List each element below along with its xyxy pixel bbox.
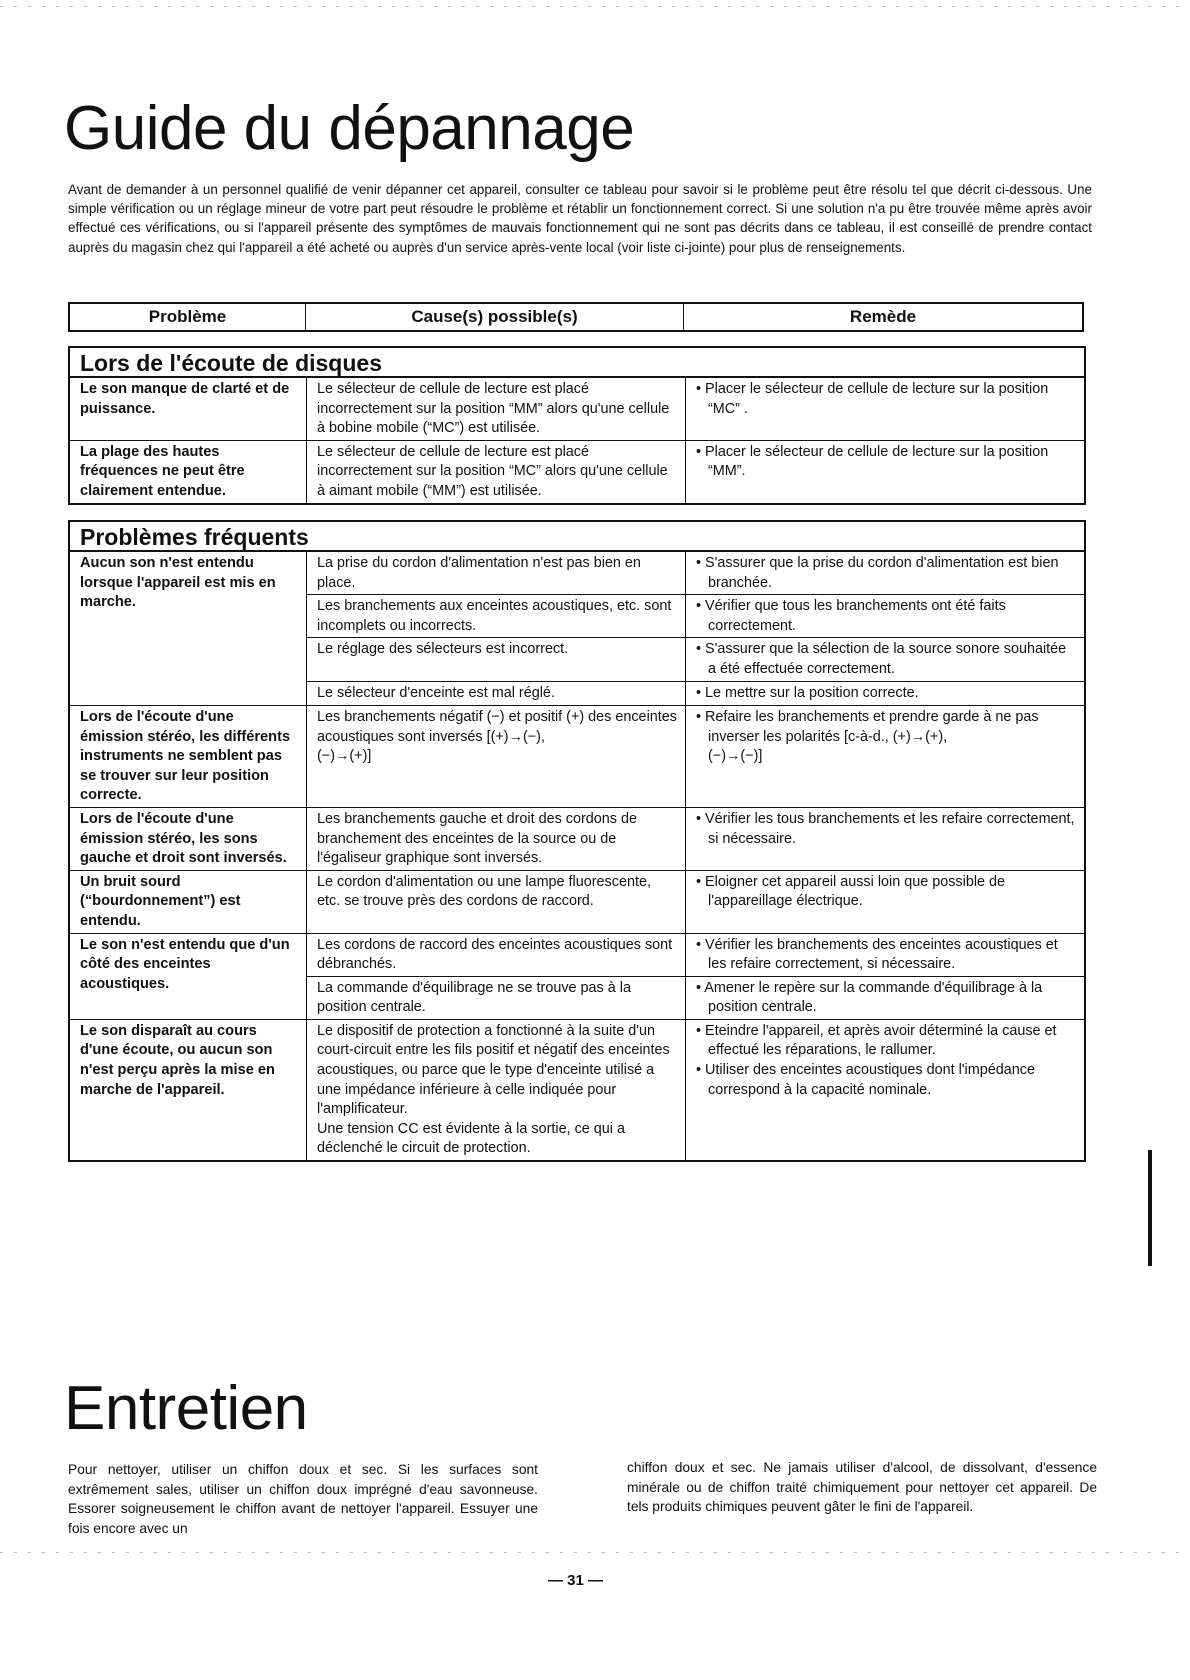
table-row [70, 378, 1084, 440]
remedy-text: • Eteindre l'appareil, et après avoir déterminé la cause et effectué les réparations, le rallumer. [696, 1022, 1057, 1059]
section-records [68, 346, 1086, 505]
cause-text: Une tension CC est évidente à la sortie, ce qui a déclenché le circuit de protection. [317, 1120, 625, 1157]
cause-cell [307, 1019, 686, 1160]
remedy-cell [686, 682, 1085, 706]
scan-artifact-top [0, 6, 1190, 7]
remedy-text: • Placer le sélecteur de cellule de lecture sur la position “MM”. [696, 443, 1049, 480]
cause-text: (−)→(+)] [317, 748, 372, 765]
header-problem: Problème [70, 304, 306, 330]
problem-cell: La plage des hautes fréquences ne peut être clairement entendue. [70, 440, 307, 502]
remedy-cell [686, 870, 1085, 933]
remedy-text: • Eloigner cet appareil aussi loin que possible de l'appareillage électrique. [696, 873, 1006, 910]
cause-cell [307, 705, 686, 807]
header-remedy: Remède [849, 307, 917, 326]
remedy-cell [686, 807, 1085, 870]
cause-cell: La prise du cordon d'alimentation n'est pas bien en place. [307, 552, 686, 595]
remedy-text: • Vérifier les branchements des enceintes acoustiques et les refaire correctement, si nécessaire. [696, 936, 1058, 973]
table-row [70, 807, 1084, 870]
cause-cell: Le sélecteur d'enceinte est mal réglé. [307, 682, 686, 706]
problem-cell: Le son disparaît au cours d'une écoute, ou aucun son n'est perçu après la mise en marche de l'appareil. [70, 1019, 307, 1160]
table-row [70, 440, 1084, 502]
problem-cell: Un bruit sourd (“bourdonnement”) est entendu. [70, 870, 307, 933]
cause-cell: Le sélecteur de cellule de lecture est placé incorrectement sur la position “MC” alors qu'une cellule à aimant mobile (“MM”) est utilisée. [307, 440, 686, 502]
intro-paragraph: Avant de demander à un personnel qualifié de venir dépanner cet appareil, consulter ce tableau pour savoir si le problème peut être résolu tel que décrit ci-dessous. Une simple vérification ou un réglage mineur de votre part peut résoudre le problème et rétablir un fonctionnement correct. Si une solution n'a pu être trouvée même après avoir effectué ces vérifications, ou si l'appareil présente des symptômes de mauvais fonctionnement qui ne sont pas décrits dans ce tableau, il est conseillé de prendre contact auprès du magasin chez qui l'appareil a été acheté ou auprès d'un service après-vente local (voir liste ci-jointe) pour plus de renseignements. [68, 182, 1092, 255]
page-number: — 31 — [548, 1572, 604, 1589]
problem-cell: Lors de l'écoute d'une émission stéréo, les différents instruments ne semblent pas se trouver sur leur position correcte. [70, 705, 307, 807]
records-table [70, 378, 1084, 503]
table-row [70, 870, 1084, 933]
remedy-cell [686, 1019, 1085, 1160]
section-title: Lors de l'écoute de disques [70, 348, 1084, 378]
table-row [70, 1019, 1084, 1160]
remedy-text: • Amener le repère sur la commande d'équilibrage à la position centrale. [696, 979, 1043, 1016]
remedy-text: • Vérifier les tous branchements et les refaire correctement, si nécessaire. [696, 810, 1075, 847]
page-title: Guide du dépannage [64, 94, 635, 163]
problem-cell: Le son manque de clarté et de puissance. [70, 378, 307, 440]
section-heading-maintenance: Entretien [64, 1374, 308, 1443]
scan-artifact-bottom [0, 1552, 1190, 1553]
remedy-cell [686, 933, 1085, 976]
remedy-cell [686, 638, 1085, 682]
cause-cell: Les branchements gauche et droit des cordons de branchement des enceintes de la source ou de l'égaliseur graphique sont inversés. [307, 807, 686, 870]
remedy-cell [686, 595, 1085, 638]
section-frequent [68, 520, 1086, 1162]
table-row [70, 933, 1084, 976]
section-title: Problèmes fréquents [70, 522, 1084, 552]
cause-cell: Les branchements aux enceintes acoustiques, etc. sont incomplets ou incorrects. [307, 595, 686, 638]
problem-cell: Aucun son n'est entendu lorsque l'appareil est mis en marche. [70, 552, 307, 705]
remedy-cell [686, 705, 1085, 807]
margin-bar [1148, 1150, 1152, 1266]
remedy-text: (−)→(−)] [708, 748, 763, 765]
remedy-text: • S'assurer que la prise du cordon d'alimentation est bien branchée. [696, 555, 1059, 591]
table-row [70, 552, 1084, 595]
table-row [70, 705, 1084, 807]
maintenance-text-right: chiffon doux et sec. Ne jamais utiliser d'alcool, de dissolvant, d'essence minérale ou de chiffon traité chimiquement pour nettoyer cet appareil. De tels produits chimiques peuvent gâter le fini de l'appareil. [627, 1460, 1097, 1515]
cause-cell: La commande d'équilibrage ne se trouve pas à la position centrale. [307, 976, 686, 1019]
cause-text: Le dispositif de protection a fonctionné à la suite d'un court-circuit entre les fils positif et négatif des enceintes acoustiques, ou parce que le type d'enceinte utilisé a une impédance inférieure à celle indiquée pour l'amplificateur. [317, 1022, 670, 1118]
remedy-text: • Le mettre sur la position correcte. [696, 685, 919, 702]
cause-cell: Le cordon d'alimentation ou une lampe fluorescente, etc. se trouve près des cordons de raccord. [307, 870, 686, 933]
remedy-cell [686, 552, 1085, 595]
remedy-cell [686, 976, 1085, 1019]
maintenance-text-left: Pour nettoyer, utiliser un chiffon doux et sec. Si les surfaces sont extrêmement sales, utiliser un chiffon doux imprégné d'eau savonneuse. Essorer soigneusement le chiffon avant de nettoyer l'appareil. Essuyer une fois encore avec un [68, 1462, 538, 1536]
frequent-table [70, 552, 1084, 1160]
remedy-text: • Placer le sélecteur de cellule de lecture sur la position “MC” . [696, 381, 1049, 417]
remedy-text: • Refaire les branchements et prendre garde à ne pas inverser les polarités [c-à-d., (+)→(+), [696, 708, 1039, 745]
cause-cell: Le réglage des sélecteurs est incorrect. [307, 638, 686, 682]
problem-cell: Lors de l'écoute d'une émission stéréo, les sons gauche et droit sont inversés. [70, 807, 307, 870]
cause-cell: Les cordons de raccord des enceintes acoustiques sont débranchés. [307, 933, 686, 976]
header-cause: Cause(s) possible(s) [306, 304, 684, 330]
remedy-cell [686, 378, 1085, 440]
remedy-cell [686, 440, 1085, 502]
cause-cell: Le sélecteur de cellule de lecture est placé incorrectement sur la position “MM” alors qu'une cellule à bobine mobile (“MC”) est utilisée. [307, 378, 686, 440]
cause-text: Les branchements négatif (−) et positif (+) des enceintes acoustiques sont inversés [(+)→(−), [317, 708, 677, 745]
remedy-text: • S'assurer que la sélection de la source sonore souhaitée a été effectuée correctement. [696, 641, 1067, 677]
remedy-text: • Utiliser des enceintes acoustiques dont l'impédance correspond à la capacité nominale. [696, 1062, 1035, 1098]
problem-cell: Le son n'est entendu que d'un côté des enceintes acoustiques. [70, 933, 307, 1019]
table-header [68, 302, 1084, 332]
remedy-text: • Vérifier que tous les branchements ont été faits correctement. [696, 598, 1006, 634]
